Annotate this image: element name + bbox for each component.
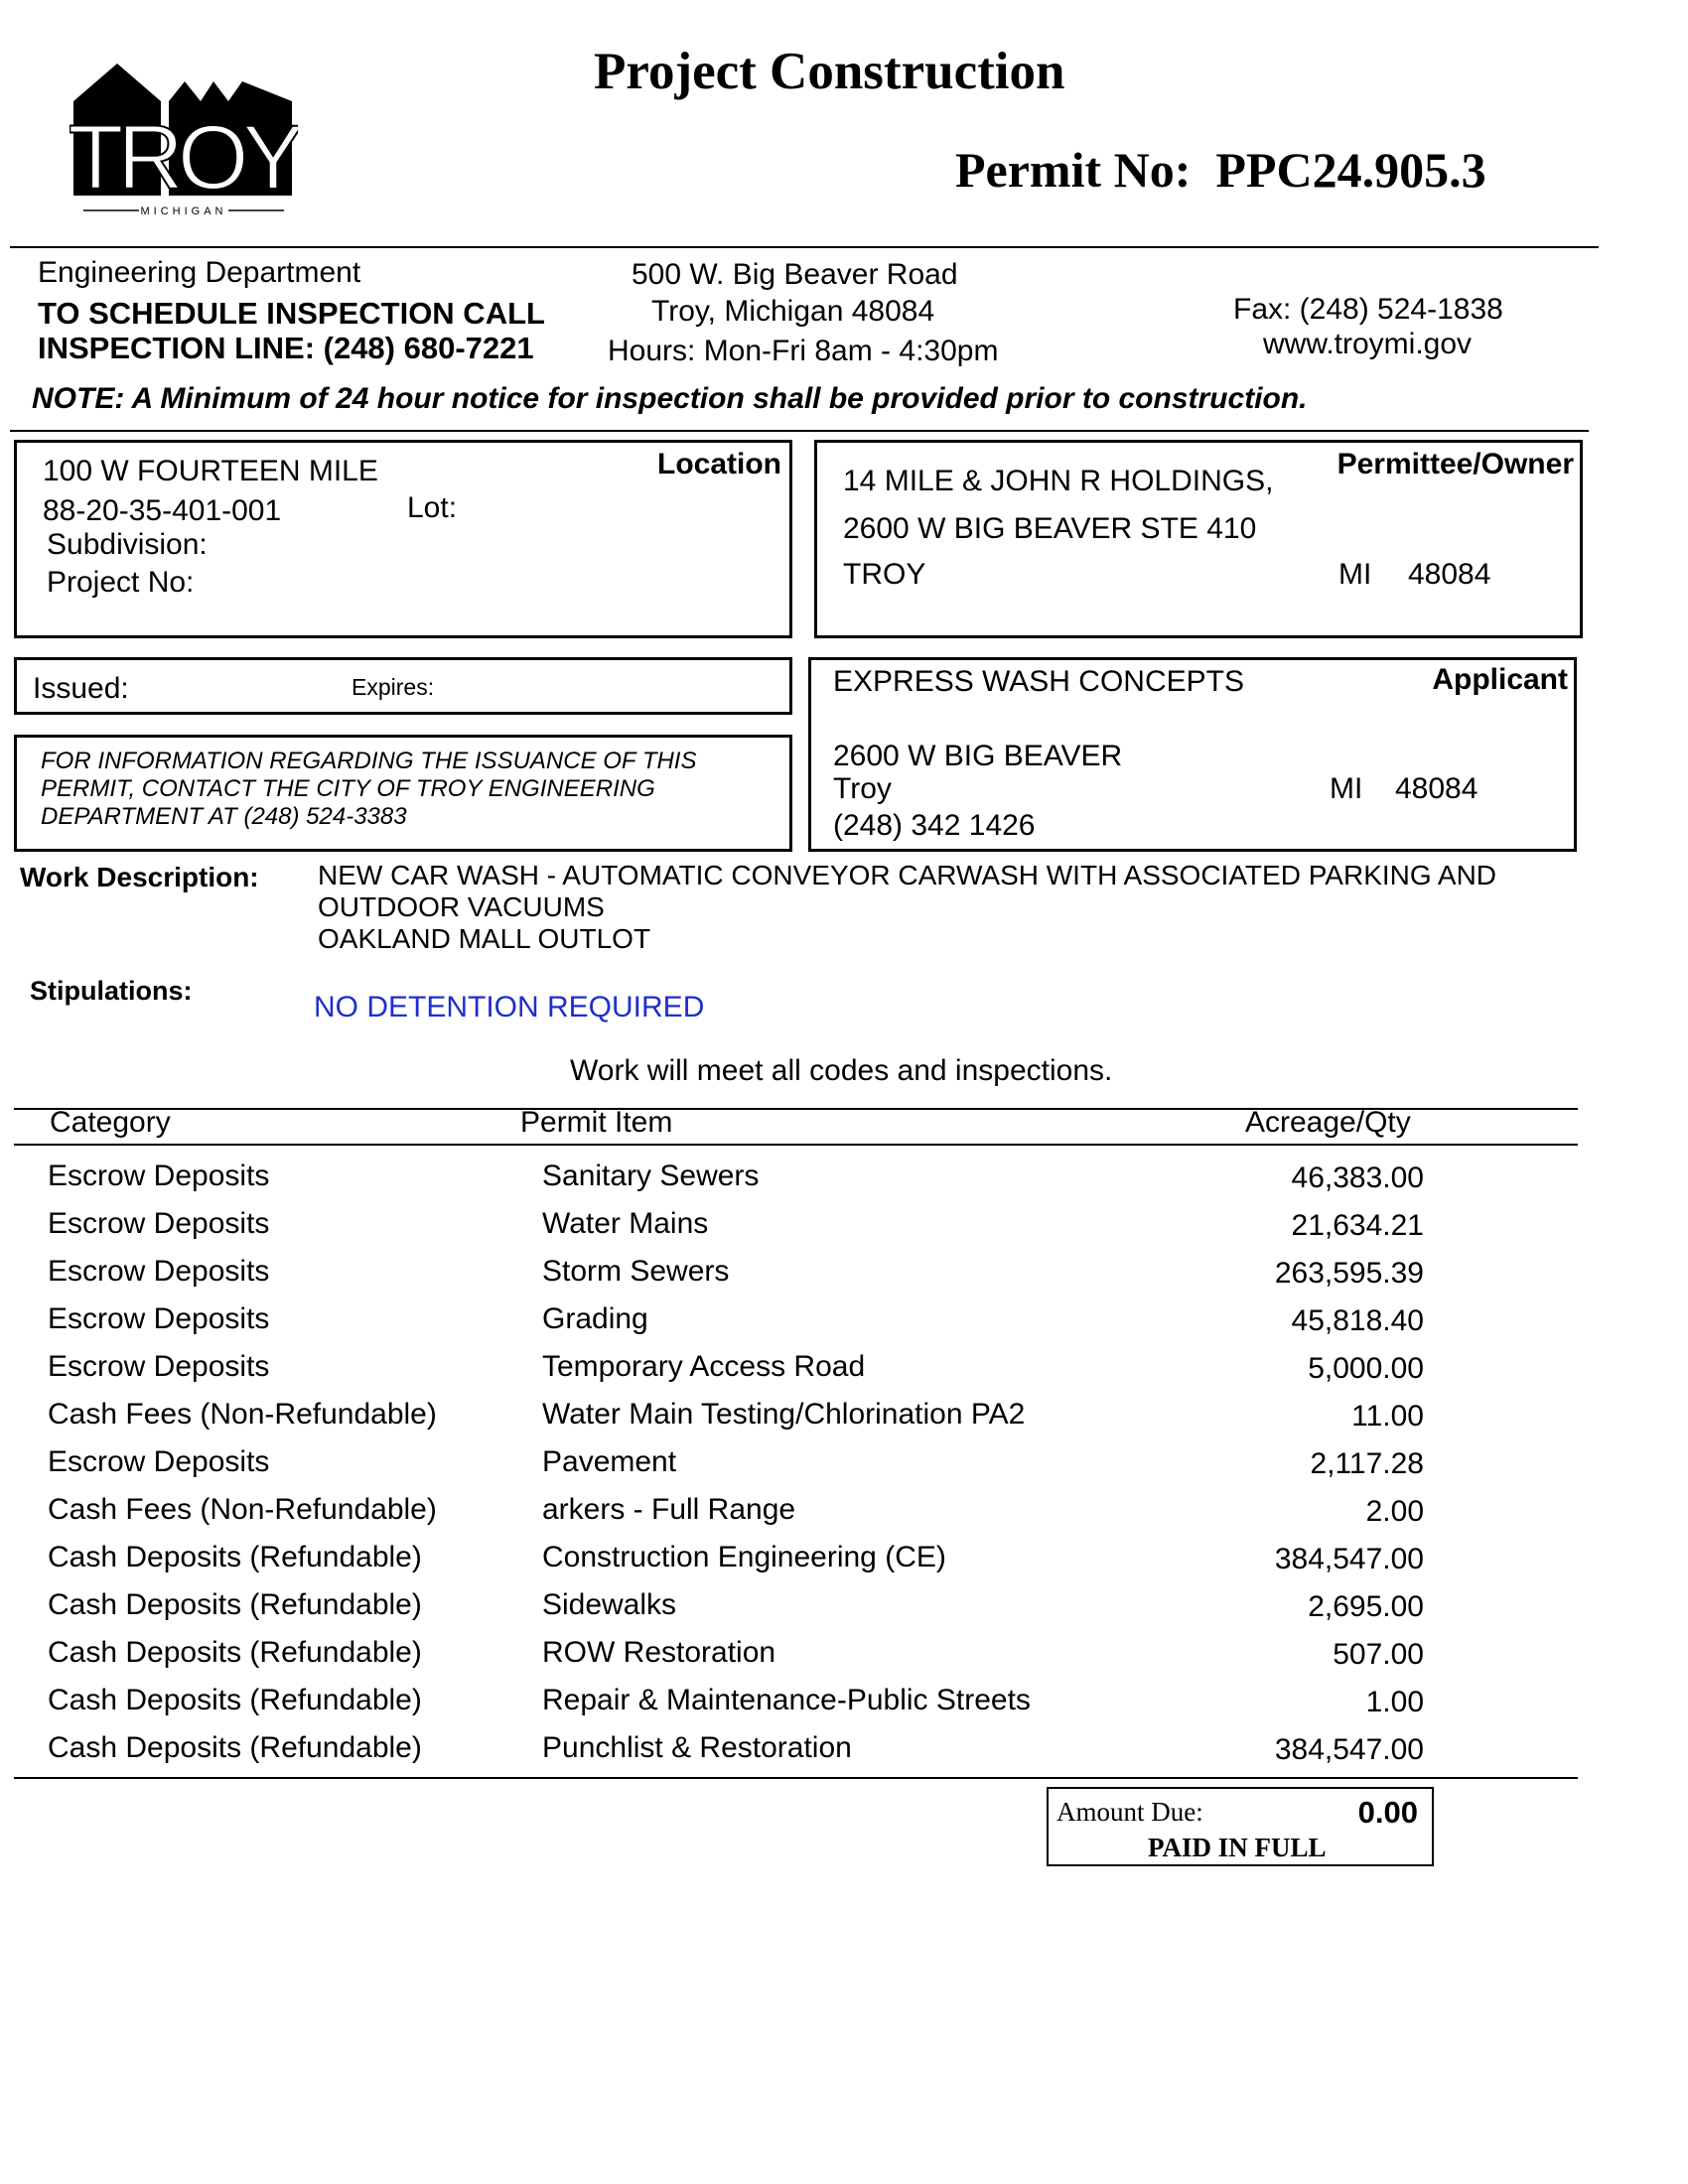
- row-permit-item: ROW Restoration: [542, 1636, 776, 1669]
- svg-text:MICHIGAN: MICHIGAN: [140, 205, 227, 217]
- row-permit-item: Water Main Testing/Chlorination PA2: [542, 1398, 1026, 1431]
- info-notice-line1: FOR INFORMATION REGARDING THE ISSUANCE OF THIS: [41, 748, 697, 774]
- office-address-city: Troy, Michigan 48084: [651, 295, 935, 328]
- row-category: Cash Deposits (Refundable): [48, 1541, 422, 1573]
- row-category: Escrow Deposits: [48, 1350, 270, 1383]
- row-category: Escrow Deposits: [48, 1160, 270, 1192]
- row-permit-item: Water Mains: [542, 1207, 709, 1240]
- applicant-state: MI: [1330, 772, 1363, 805]
- row-category: Escrow Deposits: [48, 1207, 270, 1240]
- applicant-box: [808, 657, 1577, 852]
- info-notice-box: [14, 735, 792, 852]
- owner-heading: Permittee/Owner: [1336, 448, 1574, 480]
- row-category: Cash Deposits (Refundable): [48, 1636, 422, 1669]
- row-category: Cash Fees (Non-Refundable): [48, 1398, 437, 1431]
- row-qty: 2,695.00: [1308, 1590, 1424, 1623]
- table-row: [14, 1636, 1578, 1684]
- row-permit-item: Construction Engineering (CE): [542, 1541, 946, 1573]
- project-no-label: Project No:: [47, 566, 195, 599]
- row-qty: 1.00: [1365, 1686, 1424, 1718]
- work-description-line2: OUTDOOR VACUUMS: [318, 891, 605, 922]
- column-header-qty: Acreage/Qty: [1245, 1106, 1411, 1139]
- info-notice-line2: PERMIT, CONTACT THE CITY OF TROY ENGINEERING: [41, 775, 655, 802]
- table-row: [14, 1207, 1578, 1255]
- row-qty: 11.00: [1351, 1400, 1424, 1433]
- stipulations-value: NO DETENTION REQUIRED: [314, 991, 705, 1024]
- table-row: [14, 1255, 1578, 1302]
- row-permit-item: Sidewalks: [542, 1588, 677, 1621]
- table-bottom-rule: [14, 1777, 1578, 1779]
- row-qty: 263,595.39: [1274, 1257, 1424, 1290]
- location-box: [14, 440, 792, 638]
- owner-box: [814, 440, 1583, 638]
- row-qty: 2,117.28: [1310, 1447, 1424, 1480]
- row-permit-item: Storm Sewers: [542, 1255, 730, 1288]
- owner-city: TROY: [843, 558, 926, 591]
- work-description-line1: NEW CAR WASH - AUTOMATIC CONVEYOR CARWASH WITH ASSOCIATED PARKING AND: [318, 860, 1497, 890]
- expires-label: Expires:: [352, 674, 435, 700]
- payment-status: PAID IN FULL: [1148, 1833, 1327, 1862]
- row-category: Cash Deposits (Refundable): [48, 1588, 422, 1621]
- row-qty: 384,547.00: [1274, 1543, 1424, 1575]
- column-header-permit-item: Permit Item: [520, 1106, 673, 1139]
- table-row: [14, 1541, 1578, 1588]
- troy-logo-graphic: [70, 62, 298, 220]
- applicant-street: 2600 W BIG BEAVER: [833, 740, 1123, 772]
- row-qty: 21,634.21: [1291, 1209, 1424, 1242]
- owner-state: MI: [1338, 558, 1372, 591]
- row-category: Escrow Deposits: [48, 1445, 270, 1478]
- column-header-category: Category: [50, 1106, 171, 1139]
- troy-logo: [70, 62, 298, 220]
- row-category: Cash Deposits (Refundable): [48, 1731, 422, 1764]
- table-row: [14, 1160, 1578, 1207]
- department-name: Engineering Department: [38, 256, 361, 289]
- table-row: [14, 1350, 1578, 1398]
- applicant-heading: Applicant: [1432, 663, 1568, 696]
- table-row: [14, 1302, 1578, 1350]
- contact-divider: [10, 430, 1589, 432]
- fax-number: Fax: (248) 524-1838: [1233, 293, 1503, 326]
- website-link[interactable]: www.troymi.gov: [1263, 328, 1473, 360]
- amount-due-label: Amount Due:: [1056, 1797, 1203, 1827]
- row-category: Cash Fees (Non-Refundable): [48, 1493, 437, 1526]
- work-description-line3: OAKLAND MALL OUTLOT: [318, 923, 651, 954]
- row-qty: 45,818.40: [1291, 1304, 1424, 1337]
- inspection-notice: NOTE: A Minimum of 24 hour notice for inspection shall be provided prior to construction.: [32, 382, 1308, 415]
- permit-number-line: [955, 141, 1486, 199]
- schedule-inspection-text: TO SCHEDULE INSPECTION CALL: [38, 296, 545, 331]
- applicant-zip: 48084: [1395, 772, 1478, 805]
- row-category: Escrow Deposits: [48, 1255, 270, 1288]
- owner-zip: 48084: [1408, 558, 1491, 591]
- table-row: [14, 1684, 1578, 1731]
- table-row: [14, 1445, 1578, 1493]
- row-qty: 384,547.00: [1274, 1733, 1424, 1766]
- row-permit-item: Temporary Access Road: [542, 1350, 866, 1383]
- svg-text:TROY: TROY: [70, 107, 298, 208]
- permit-number-value: PPC24.905.3: [1215, 142, 1486, 198]
- row-qty: 5,000.00: [1308, 1352, 1424, 1385]
- office-hours: Hours: Mon-Fri 8am - 4:30pm: [608, 335, 999, 367]
- row-category: Escrow Deposits: [48, 1302, 270, 1335]
- issue-dates-box: [14, 657, 792, 715]
- header-divider: [10, 246, 1599, 248]
- work-description-label: Work Description:: [20, 862, 259, 892]
- row-qty: 2.00: [1365, 1495, 1424, 1528]
- owner-name: 14 MILE & JOHN R HOLDINGS,: [843, 465, 1274, 497]
- applicant-phone: (248) 342 1426: [833, 809, 1036, 842]
- amount-due-value: 0.00: [1357, 1795, 1418, 1830]
- row-permit-item: Grading: [542, 1302, 648, 1335]
- location-address: 100 W FOURTEEN MILE: [43, 455, 378, 487]
- page-title: Project Construction: [594, 43, 1065, 100]
- table-row: [14, 1588, 1578, 1636]
- codes-statement: Work will meet all codes and inspections.: [570, 1054, 1113, 1087]
- info-notice-line3: DEPARTMENT AT (248) 524-3383: [41, 803, 407, 830]
- row-permit-item: Pavement: [542, 1445, 677, 1478]
- lot-label: Lot:: [407, 491, 458, 524]
- row-permit-item: Punchlist & Restoration: [542, 1731, 852, 1764]
- row-permit-item: Repair & Maintenance-Public Streets: [542, 1684, 1031, 1716]
- parcel-number: 88-20-35-401-001: [43, 494, 282, 527]
- table-header-rule: [14, 1144, 1578, 1146]
- stipulations-label: Stipulations:: [30, 976, 193, 1006]
- table-row: [14, 1493, 1578, 1541]
- location-heading: Location: [657, 448, 781, 480]
- table-row: [14, 1398, 1578, 1445]
- permit-number-label: Permit No:: [955, 142, 1192, 198]
- table-row: [14, 1731, 1578, 1779]
- inspection-line-phone: INSPECTION LINE: (248) 680-7221: [38, 331, 534, 365]
- applicant-city: Troy: [833, 772, 892, 805]
- office-address-street: 500 W. Big Beaver Road: [632, 258, 958, 291]
- row-qty: 46,383.00: [1291, 1161, 1424, 1194]
- row-permit-item: arkers - Full Range: [542, 1493, 796, 1526]
- issued-label: Issued:: [33, 672, 129, 705]
- subdivision-label: Subdivision:: [47, 528, 208, 561]
- row-permit-item: Sanitary Sewers: [542, 1160, 760, 1192]
- owner-street: 2600 W BIG BEAVER STE 410: [843, 512, 1257, 545]
- row-category: Cash Deposits (Refundable): [48, 1684, 422, 1716]
- applicant-name: EXPRESS WASH CONCEPTS: [833, 665, 1244, 698]
- row-qty: 507.00: [1333, 1638, 1424, 1671]
- amount-due-box: [1047, 1787, 1434, 1866]
